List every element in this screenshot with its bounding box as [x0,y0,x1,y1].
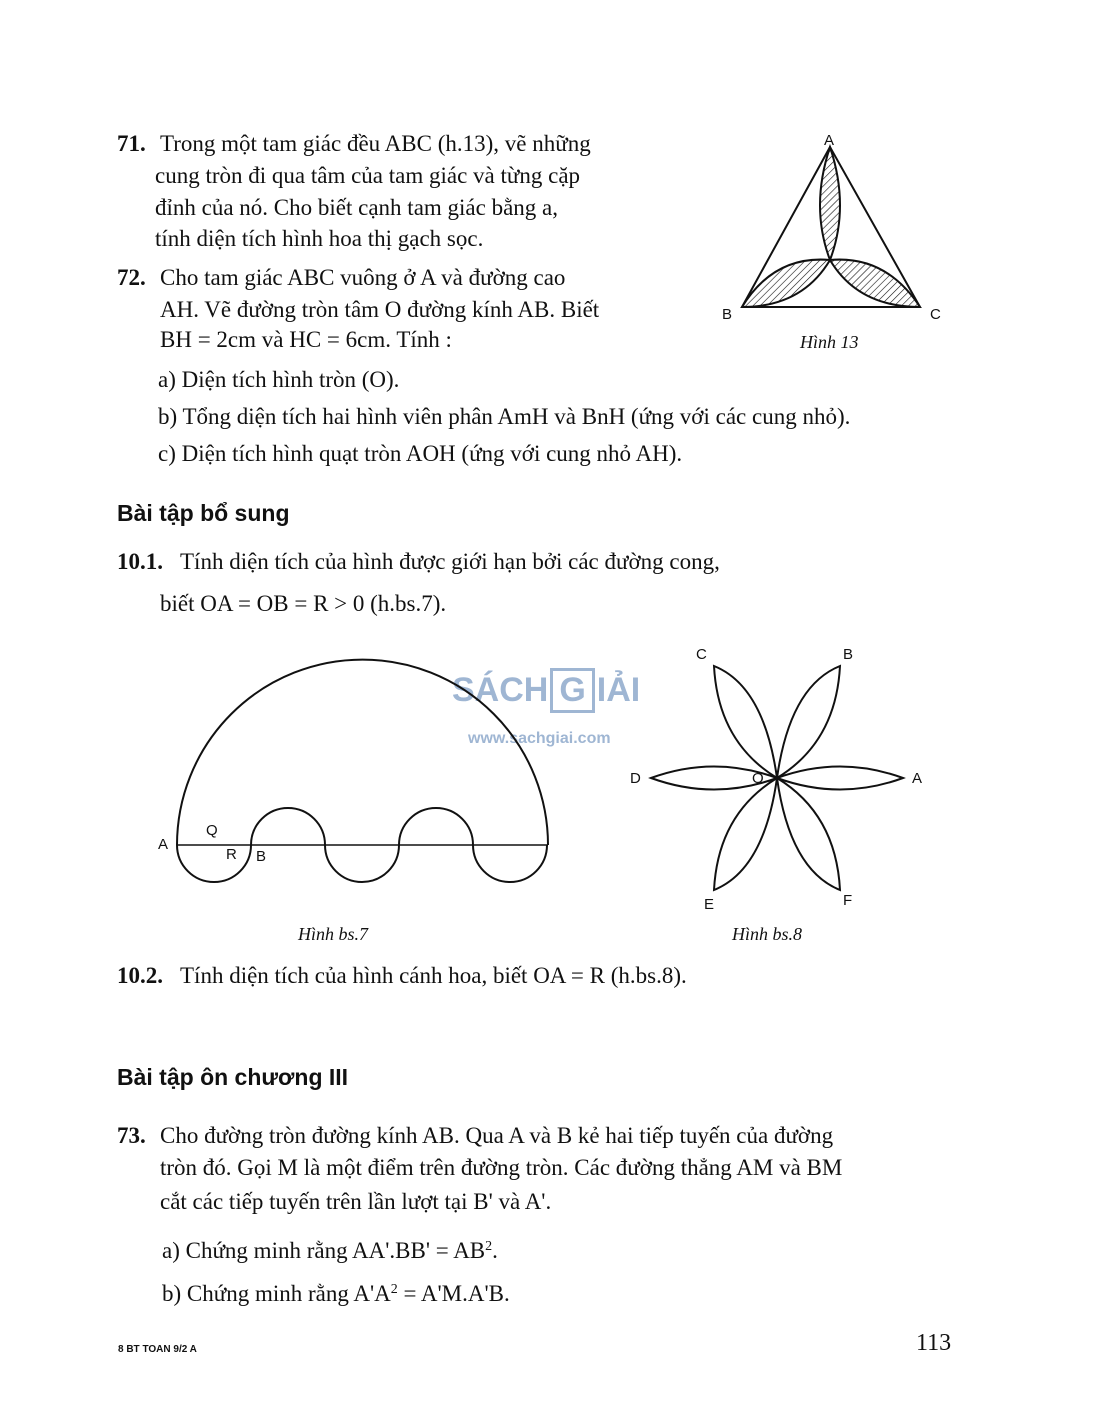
bs7-label-r: R [226,846,237,863]
bs8-label-a: A [912,770,923,787]
problem-72-line-3: BH = 2cm và HC = 6cm. Tính : [160,327,452,352]
watermark-box-letter: G [550,668,594,713]
problem-71-line-3: đỉnh của nó. Cho biết cạnh tam giác bằng a, [155,195,559,220]
problem-73-number: 73. [117,1123,146,1148]
watermark-text-left: SÁCH [452,671,549,709]
small-arc-3 [325,845,399,882]
problem-71-number: 71. [117,131,146,156]
problem-71-line-1: Trong một tam giác đều ABC (h.13), vẽ những [160,131,591,156]
figure-13-caption: Hình 13 [800,332,859,352]
exercise-10-1-line-2: biết OA = OB = R > 0 (h.bs.7). [160,591,447,616]
problem-72-line-2: AH. Vẽ đường tròn tâm O đường kính AB. Biết [160,297,600,322]
bs7-label-q: Q [206,822,218,839]
bs8-label-f: F [843,892,853,909]
small-arc-5 [473,845,547,882]
page-number: 113 [916,1330,952,1356]
bs8-label-o: O [752,770,764,787]
bs8-label-b: B [843,646,854,663]
small-arc-4 [399,808,473,845]
problem-72-part-a: a) Diện tích hình tròn (O). [158,367,400,392]
exercise-10-1-number: 10.1. [117,549,163,574]
figure-bs7-caption: Hình bs.7 [298,924,369,944]
part-b-text: b) Chứng minh rằng A'A [162,1281,391,1306]
exercise-10-1-line-1: Tính diện tích của hình được giới hạn bởi các đường cong, [180,549,720,574]
bs8-label-c: C [696,646,707,663]
watermark-text-right: IẢI [596,671,641,709]
bs7-label-a: A [158,836,169,853]
petal-oe [714,778,777,890]
petal-ob [777,666,840,778]
supplement-heading: Bài tập bổ sung [117,500,290,526]
petal-of [777,778,840,890]
part-b-end: = A'M.A'B. [397,1281,510,1306]
bs7-label-b: B [256,848,267,865]
problem-73-line-1: Cho đường tròn đường kính AB. Qua A và B kẻ hai tiếp tuyến của đường [160,1123,834,1148]
petal-oc [714,666,777,778]
exercise-10-2-text: Tính diện tích của hình cánh hoa, biết OA = R (h.bs.8). [180,963,687,988]
footer-book-code: 8 BT TOAN 9/2 A [118,1344,197,1355]
petal-a [820,147,840,260]
part-a-end: . [492,1238,498,1263]
problem-73-part-b [162,1278,510,1310]
bs8-label-e: E [704,896,715,913]
fig13-label-a: A [824,132,835,149]
problem-72-part-c: c) Diện tích hình quạt tròn AOH (ứng với cung nhỏ AH). [158,441,683,466]
problem-72-line-1: Cho tam giác ABC vuông ở A và đường cao [160,265,566,290]
exercise-10-2-number: 10.2. [117,963,163,988]
bs8-label-d: D [630,770,641,787]
problem-73-line-3: cắt các tiếp tuyến trên lần lượt tại B' và A'. [160,1189,552,1214]
problem-73-line-2: tròn đó. Gọi M là một điểm trên đường tròn. Các đường thẳng AM và BM [160,1155,843,1180]
figure-bs8-diagram [640,650,923,910]
chapter-review-heading: Bài tập ôn chương III [117,1064,349,1090]
part-b-exponent: 2 [390,1282,398,1297]
figure-13-diagram [700,125,960,325]
fig13-label-c: C [930,306,941,323]
small-arc-2 [251,808,325,845]
part-a-exponent: 2 [485,1239,493,1254]
part-a-text: a) Chứng minh rằng AA'.BB' = AB [162,1238,486,1263]
watermark-url: www.sachgiai.com [468,730,611,747]
petal-oa [777,767,903,790]
problem-72-number: 72. [117,265,146,290]
problem-71-line-4: tính diện tích hình hoa thị gạch sọc. [155,226,484,251]
fig13-label-b: B [722,306,733,323]
large-semicircle [177,660,548,845]
figure-bs8-caption: Hình bs.8 [732,924,803,944]
problem-71-line-2: cung tròn đi qua tâm của tam giác và từng cặp [155,163,581,188]
problem-72-part-b: b) Tổng diện tích hai hình viên phân AmH và BnH (ứng với các cung nhỏ). [158,404,851,429]
small-arc-1 [177,845,251,882]
problem-73-part-a [162,1235,498,1267]
